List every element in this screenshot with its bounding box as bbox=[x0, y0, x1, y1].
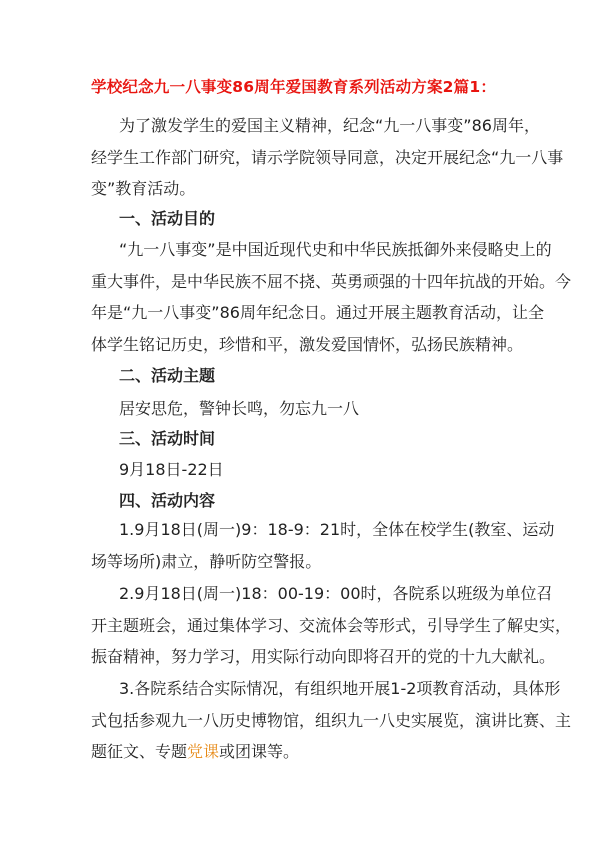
item-3-line-2: 式包括参观九一八历史博物馆，组织九一八史实展览，演讲比赛、主 bbox=[91, 710, 572, 730]
section-1-paragraph bbox=[91, 234, 572, 360]
section-4-item-2 bbox=[91, 578, 572, 673]
item-2-line-3: 振奋精神，努力学习，用实际行动向即将召开的党的十九大献礼。 bbox=[91, 647, 556, 666]
item-3-line-1: 3.各院系结合实际情况，有组织地开展1-2项教育活动，具体形 bbox=[119, 679, 561, 698]
section-4-item-3 bbox=[91, 673, 572, 768]
document-title: 学校纪念九一八事变86周年爱国教育系列活动方案2篇1： bbox=[91, 78, 497, 96]
item-3-line-3-prefix: 题征文、专题 bbox=[91, 742, 188, 761]
item-3-line-3-suffix: 或团课等。 bbox=[219, 742, 300, 761]
item-1-line-1: 1.9月18日(周一)9：18-9：21时，全体在校学生(教室、运动 bbox=[119, 520, 555, 539]
section-1-heading: 一、活动目的 bbox=[119, 209, 216, 228]
section-1-line-3: 年是“九一八事变”86周年纪念日。通过开展主题教育活动，让全 bbox=[91, 303, 544, 322]
item-1-line-2: 场等场所)肃立，静听防空警报。 bbox=[91, 551, 322, 571]
item-2-line-2: 开主题班会，通过集体学习、交流体会等形式，引导学生了解史实， bbox=[91, 615, 572, 635]
section-1-line-1: “九一八事变”是中国近现代史和中华民族抵御外来侵略史上的 bbox=[119, 240, 552, 259]
section-2-text: 居安思危，警钟长鸣，勿忘九一八 bbox=[119, 399, 360, 418]
intro-paragraph bbox=[91, 110, 564, 205]
section-4-item-1 bbox=[91, 514, 555, 577]
item-2-line-1: 2.9月18日(周一)18：00-19：00时，各院系以班级为单位召 bbox=[119, 584, 553, 603]
section-1-line-4: 体学生铭记历史，珍惜和平，激发爱国情怀，弘扬民族精神。 bbox=[91, 334, 524, 354]
intro-line-1: 为了激发学生的爱国主义精神，纪念“九一八事变”86周年， bbox=[119, 116, 540, 135]
intro-line-3: 变”教育活动。 bbox=[91, 179, 196, 198]
section-3-text: 9月18日-22日 bbox=[119, 460, 224, 479]
section-2-heading: 二、活动主题 bbox=[119, 366, 216, 385]
intro-line-2: 经学生工作部门研究，请示学院领导同意，决定开展纪念“九一八事 bbox=[91, 147, 564, 167]
party-lesson-link[interactable]: 党课 bbox=[187, 742, 220, 761]
item-3-line-3 bbox=[91, 736, 519, 768]
section-4-heading: 四、活动内容 bbox=[119, 491, 216, 510]
section-1-line-2: 重大事件，是中华民族不屈不挠、英勇顽强的十四年抗战的开始。今 bbox=[91, 271, 572, 291]
section-3-heading: 三、活动时间 bbox=[119, 429, 216, 448]
